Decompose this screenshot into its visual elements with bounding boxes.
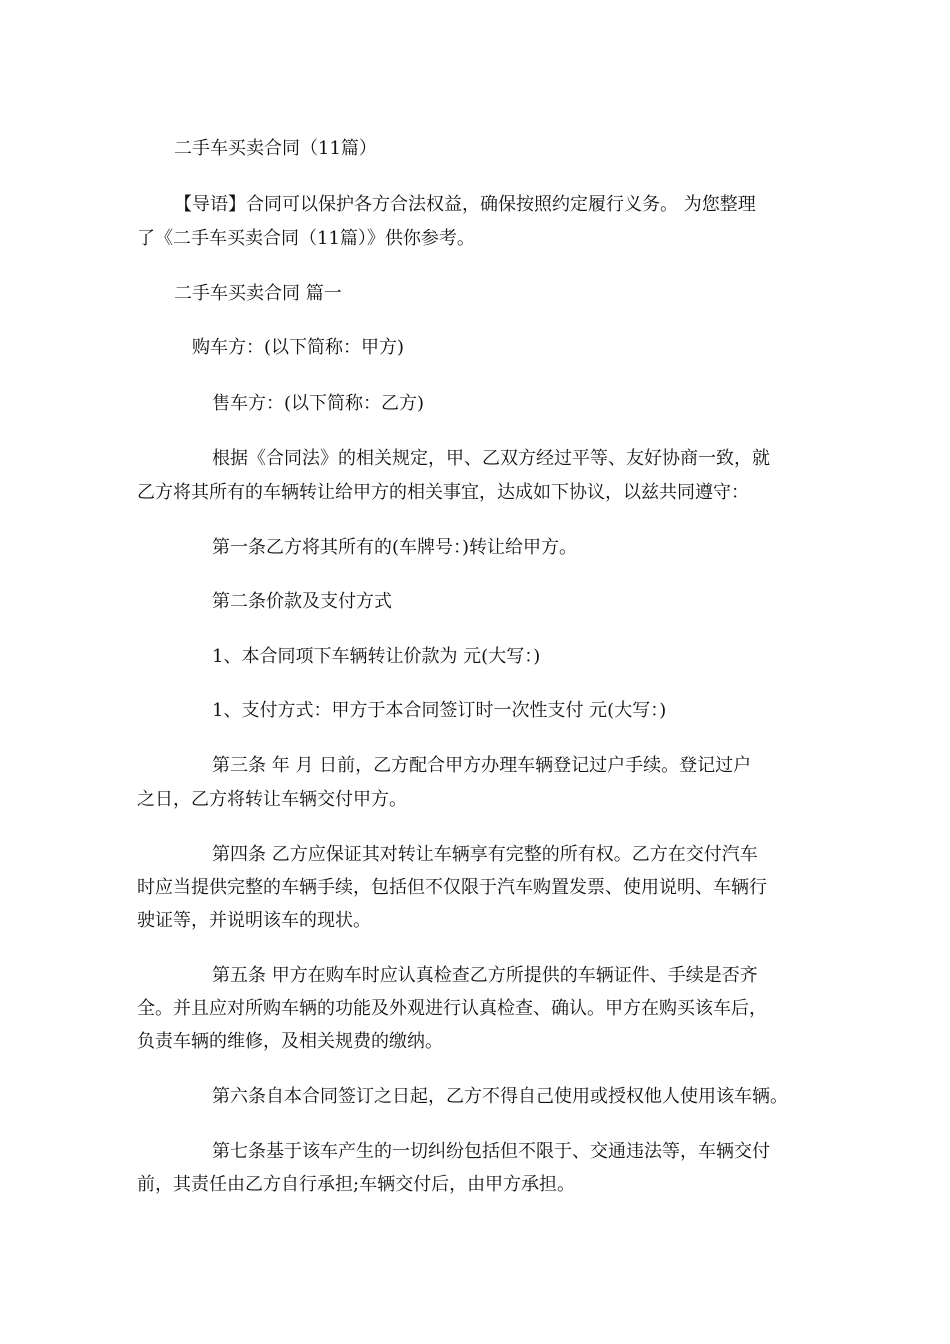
article-2-title: 第二条价款及支付方式 [212,591,392,612]
article-2-item-1: 1、本合同项下车辆转让价款为 元(大写：) [212,646,541,667]
document-title: 二手车买卖合同（11篇） [174,138,377,159]
article-7-line-2: 前，其责任由乙方自行承担;车辆交付后，由甲方承担。 [137,1174,576,1195]
intro-line-1: 【导语】合同可以保护各方合法权益，确保按照约定履行义务。 为您整理 [174,194,756,215]
intro-line-2: 了《二手车买卖合同（11篇）》供你参考。 [137,228,475,249]
article-5-line-1: 第五条 甲方在购车时应认真检查乙方所提供的车辆证件、手续是否齐 [212,965,758,986]
article-6: 第六条自本合同签订之日起，乙方不得自己使用或授权他人使用该车辆。 [212,1086,788,1107]
seller-line: 售车方：(以下简称：乙方) [212,393,425,414]
article-1: 第一条乙方将其所有的(车牌号：)转让给甲方。 [212,537,578,558]
article-3-line-2: 之日，乙方将转让车辆交付甲方。 [137,789,407,810]
article-4-line-3: 驶证等，并说明该车的现状。 [137,910,371,931]
preamble-line-1: 根据《合同法》的相关规定，甲、乙双方经过平等、友好协商一致，就 [212,448,770,469]
article-4-line-1: 第四条 乙方应保证其对转让车辆享有完整的所有权。乙方在交付汽车 [212,844,758,865]
section-heading: 二手车买卖合同 篇一 [174,283,342,304]
article-2-item-2: 1、支付方式：甲方于本合同签订时一次性支付 元(大写：) [212,700,667,721]
preamble-line-2: 乙方将其所有的车辆转让给甲方的相关事宜，达成如下协议，以兹共同遵守： [137,482,749,503]
article-3-line-1: 第三条 年 月 日前，乙方配合甲方办理车辆登记过户手续。登记过户 [212,755,752,776]
buyer-line: 购车方：(以下简称：甲方) [192,337,405,358]
article-7-line-1: 第七条基于该车产生的一切纠纷包括但不限于、交通违法等，车辆交付 [212,1141,770,1162]
article-5-line-2: 全。并且应对所购车辆的功能及外观进行认真检查、确认。甲方在购买该车后， [137,998,767,1019]
article-5-line-3: 负责车辆的维修，及相关规费的缴纳。 [137,1031,443,1052]
article-4-line-2: 时应当提供完整的车辆手续，包括但不仅限于汽车购置发票、使用说明、车辆行 [137,877,767,898]
